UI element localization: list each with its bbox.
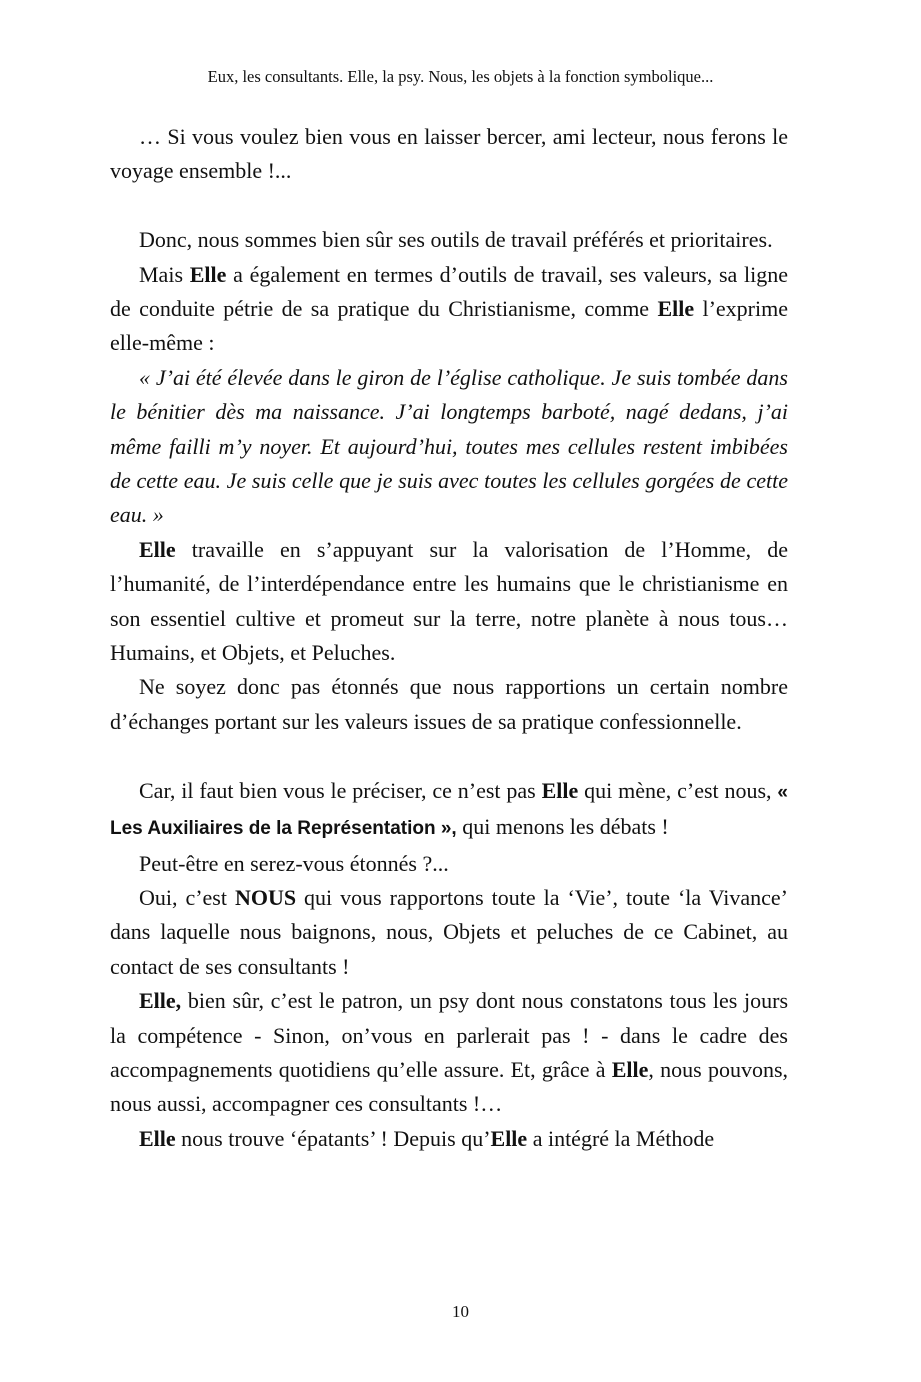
text-span: Oui, c’est [139, 884, 235, 910]
paragraph-2: Donc, nous sommes bien sûr ses outils de travail préférés et prioritaires. [139, 227, 773, 253]
paragraph-7: Peut-être en serez-vous étonnés ?... [139, 850, 449, 876]
bold-elle: Elle [139, 1125, 176, 1151]
paragraph-1: … Si vous voulez bien vous en laisser bercer, ami lecteur, nous ferons le voyage ensemble !... [110, 124, 788, 184]
bold-elle: Elle [189, 261, 227, 287]
paragraph-3 [110, 258, 788, 361]
page-body [110, 120, 788, 1156]
text-span: qui menons les débats ! [456, 814, 669, 840]
text-span: nous trouve ‘épatants’ ! Depuis qu’ [175, 1125, 491, 1151]
paragraph-5: Ne soyez donc pas étonnés que nous rapportions un certain nombre d’échanges portant sur les valeurs issues de sa pratique confessionnelle. [110, 674, 788, 734]
quote-paragraph: « J’ai été élevée dans le giron de l’église catholique. Je suis tombée dans le bénitier dès ma naissance. J’ai longtemps barboté, nagé dedans, j’ai même failli m’y noyer. Et aujourd’hui, toutes mes cellules restent imbibées de cette eau. Je suis celle que je suis avec toutes les cellules gorgées de cette eau. » [110, 364, 788, 528]
paragraph-8 [110, 881, 788, 984]
bold-elle: Elle [611, 1056, 649, 1082]
text-span: qui vous rapportons toute la ‘Vie’, toute ‘la Vivance’ dans laquelle nous baignons, nous, Objets et peluches de ce Cabinet, au contact de ses consultants ! [110, 884, 789, 979]
page-number: 10 [452, 1302, 469, 1321]
bold-elle: Elle [657, 296, 695, 322]
bold-elle: Elle [490, 1125, 528, 1151]
paragraph-10 [110, 1122, 788, 1156]
text-span: , nous pouvons, nous aussi, accompagner ces consultants !… [110, 1056, 788, 1117]
text-span: a également en termes d’outils de travail, ses valeurs, sa ligne de conduite pétrie de sa pratique du Christianisme, comme [110, 261, 789, 322]
text-span: l’exprime elle-même : [110, 296, 788, 356]
paragraph-6 [110, 774, 788, 847]
text-span: bien sûr, c’est le patron, un psy dont nous constatons tous les jours la compétence - Sinon, on’vous en parlerait pas ! - dans le cadre des accompagnements quotidiens qu’elle assure. Et, grâce à [110, 988, 788, 1082]
paragraph-9 [110, 984, 788, 1122]
text-span: Car, il faut bien vous le préciser, ce n’est pas [139, 777, 542, 803]
running-header: Eux, les consultants. Elle, la psy. Nous, les objets à la fonction symbolique... [207, 67, 714, 86]
auxiliaires-title: « Les Auxiliaires de la Représentation », [110, 781, 788, 840]
bold-elle: Elle [541, 777, 579, 803]
paragraph-4 [110, 533, 788, 671]
text-span: qui mène, c’est nous, [578, 777, 778, 803]
bold-elle: Elle, [139, 988, 182, 1014]
text-span: Mais [139, 261, 190, 287]
bold-elle: Elle [139, 536, 176, 562]
text-span: travaille en s’appuyant sur la valorisation de l’Homme, de l’humanité, de l’interdépendance entre les humains que le christianisme en son essentiel cultive et promeut sur la terre, notre planète à nous tous… Humains, et Objets, et Peluches. [110, 536, 788, 666]
text-span: a intégré la Méthode [527, 1125, 715, 1151]
bold-nous: NOUS [234, 884, 297, 910]
